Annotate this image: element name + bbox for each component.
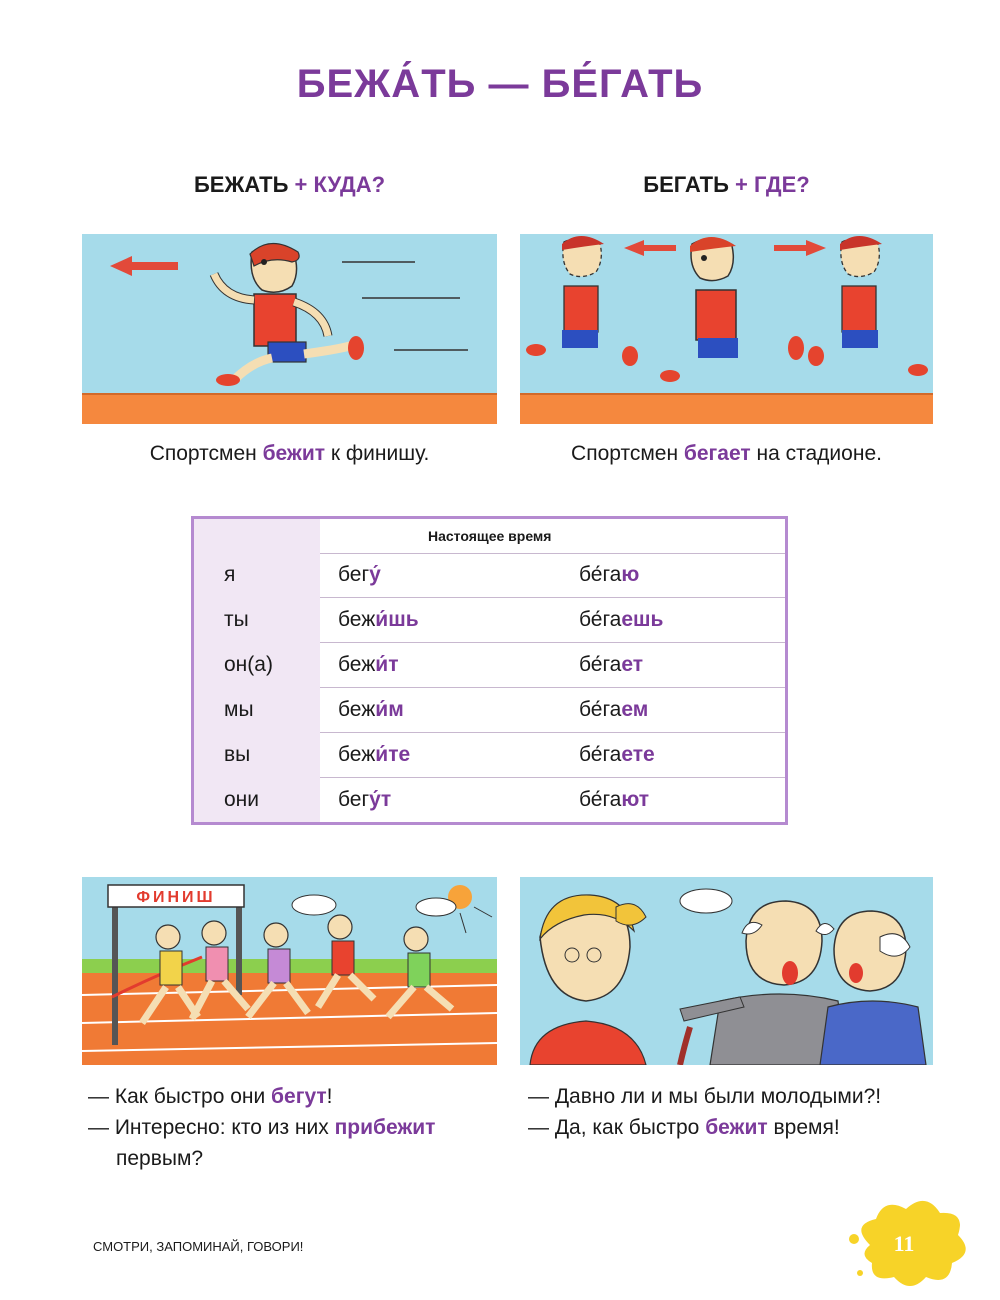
stem: беж — [338, 608, 376, 631]
form-bezhat — [338, 743, 410, 767]
form-begat — [579, 788, 649, 812]
rule-verb: БЕГАТЬ — [643, 172, 729, 197]
dialog-text: — Давно ли и мы были молодыми?! — [528, 1085, 882, 1108]
ending: ешь — [621, 608, 664, 631]
dialog-text: время! — [767, 1116, 840, 1139]
dialog-text: — Да, как быстро — [528, 1116, 706, 1139]
stem: беж — [338, 653, 376, 676]
stem: бе́га — [579, 698, 622, 721]
dialog-text: ! — [326, 1085, 333, 1108]
dialog-verb: бежит — [705, 1116, 768, 1139]
pronoun: я — [224, 563, 236, 586]
form-begat — [579, 698, 648, 722]
form-bezhat — [338, 788, 391, 812]
dialog-left — [88, 1081, 498, 1174]
caption-left — [82, 442, 497, 466]
ending: ете — [621, 743, 655, 766]
form-bezhat — [338, 653, 399, 677]
pronoun: мы — [224, 698, 254, 721]
caption-verb: бегает — [683, 442, 751, 465]
dialog-text: первым? — [116, 1147, 204, 1170]
illustration-runner-stadium — [520, 234, 933, 424]
table-row — [194, 643, 785, 688]
page-number-badge — [840, 1195, 970, 1295]
table-row — [194, 598, 785, 643]
table-row — [194, 778, 785, 823]
dialog-line — [88, 1143, 498, 1174]
ending: ем — [621, 698, 649, 721]
dialog-line — [528, 1112, 948, 1143]
ending: ют — [621, 788, 650, 811]
dialog-text: — Интересно: кто из них — [88, 1116, 335, 1139]
stem: беж — [338, 743, 376, 766]
dialog-line — [88, 1112, 498, 1143]
illustration-runner-to-finish — [82, 234, 497, 424]
table-row — [194, 733, 785, 778]
ending: у́ — [369, 563, 381, 586]
stem: бег — [338, 788, 370, 811]
form-bezhat — [338, 608, 419, 632]
dialog-line — [528, 1081, 948, 1112]
caption-right — [520, 442, 933, 466]
stem: бе́га — [579, 743, 622, 766]
form-bezhat — [338, 698, 404, 722]
footer-series-title: СМОТРИ, ЗАПОМИНАЙ, ГОВОРИ! — [93, 1239, 304, 1254]
caption-text: к финишу. — [325, 442, 430, 465]
illustration-race-finish — [82, 877, 497, 1065]
ending: и́шь — [375, 608, 419, 631]
caption-text: Спортсмен — [149, 442, 263, 465]
form-begat — [579, 563, 639, 587]
pronoun: он(а) — [224, 653, 273, 676]
page-title: БЕЖА́ТЬ — БЕ́ГАТЬ — [296, 62, 704, 106]
dialog-right — [528, 1081, 948, 1143]
rule-begat — [520, 172, 933, 198]
ending: ет — [621, 653, 644, 676]
ending: и́т — [375, 653, 399, 676]
pronoun: ты — [224, 608, 249, 631]
stem: бе́га — [579, 608, 622, 631]
stem: бег — [338, 563, 370, 586]
stem: беж — [338, 698, 376, 721]
table-header-label: Настоящее время — [428, 528, 552, 544]
pronoun: они — [224, 788, 260, 811]
dialog-text: — Как быстро они — [88, 1085, 272, 1108]
stem: бе́га — [579, 563, 622, 586]
rule-bezhat — [82, 172, 497, 198]
ending: и́м — [375, 698, 404, 721]
table-header — [320, 519, 785, 554]
rule-question: + ГДЕ? — [735, 172, 810, 197]
form-bezhat — [338, 563, 381, 587]
stem: бе́га — [579, 653, 622, 676]
rule-question: + КУДА? — [294, 172, 386, 197]
dialog-verb: бегут — [271, 1085, 327, 1108]
caption-verb: бежит — [262, 442, 326, 465]
stem: бе́га — [579, 788, 622, 811]
finish-sign: ФИНИШ — [136, 889, 216, 906]
rule-verb: БЕЖАТЬ — [193, 172, 289, 197]
ending: у́т — [369, 788, 392, 811]
ending: ю — [621, 563, 640, 586]
form-begat — [579, 608, 663, 632]
form-begat — [579, 653, 643, 677]
table-row — [194, 553, 785, 598]
form-begat — [579, 743, 655, 767]
conjugation-table — [191, 516, 788, 825]
dialog-line — [88, 1081, 498, 1112]
dialog-verb: прибежит — [334, 1116, 436, 1139]
caption-text: на стадионе. — [750, 442, 882, 465]
ending: и́те — [375, 743, 411, 766]
table-row — [194, 688, 785, 733]
caption-text: Спортсмен — [571, 442, 684, 465]
pronoun: вы — [224, 743, 251, 766]
page-number: 11 — [893, 1231, 915, 1256]
illustration-old-men — [520, 877, 933, 1065]
